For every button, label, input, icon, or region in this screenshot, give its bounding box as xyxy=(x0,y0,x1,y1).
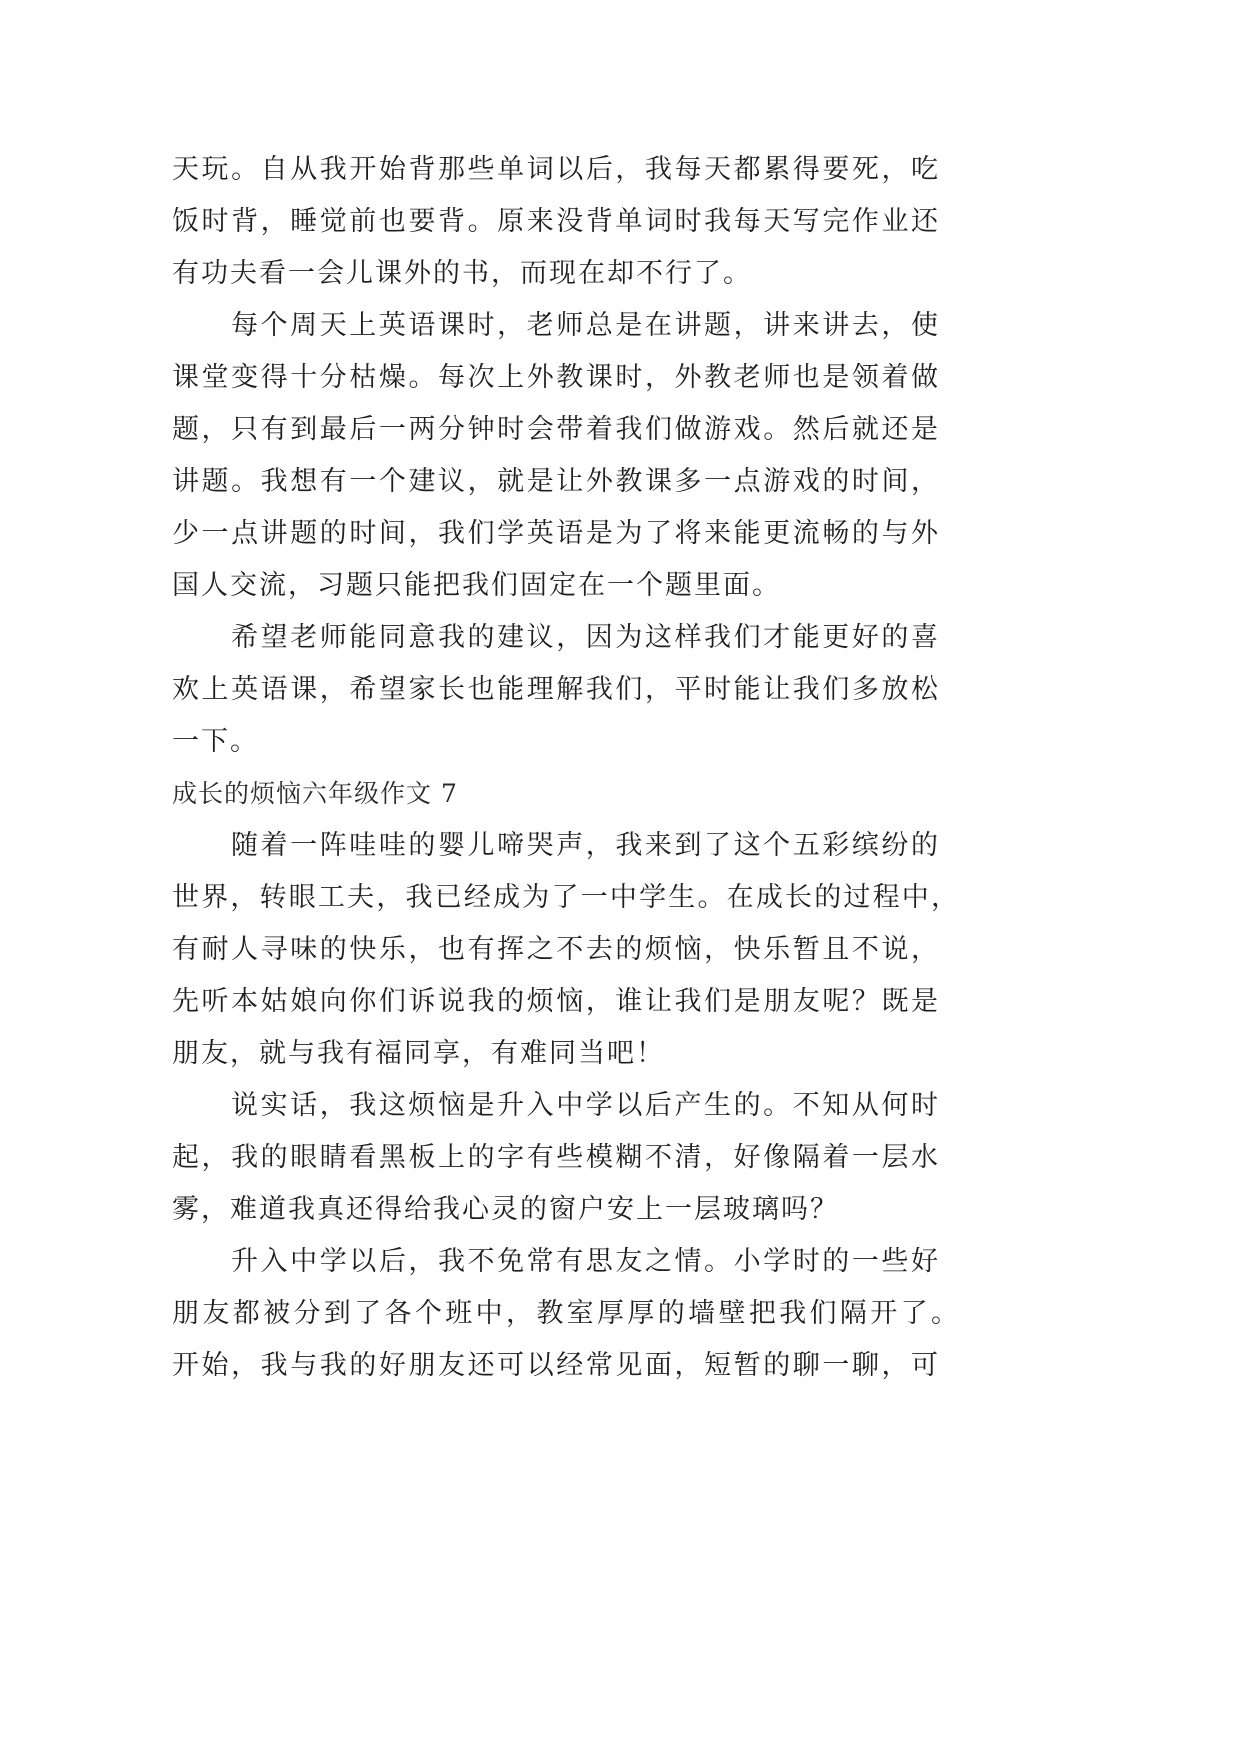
text-line: 随着一阵哇哇的婴儿啼哭声，我来到了这个五彩缤纷的 xyxy=(231,830,940,861)
text-line: 先听本姑娘向你们诉说我的烦恼，谁让我们是朋友呢？既是 xyxy=(172,986,940,1017)
text-line: 雾，难道我真还得给我心灵的窗户安上一层玻璃吗？ xyxy=(172,1194,839,1225)
text-line: 有功夫看一会儿课外的书，而现在却不行了。 xyxy=(172,258,752,289)
text-line: 说实话，我这烦恼是升入中学以后产生的。不知从何时 xyxy=(231,1090,940,1121)
text-line: 少一点讲题的时间，我们学英语是为了将来能更流畅的与外 xyxy=(172,518,940,549)
document-body xyxy=(172,144,972,1392)
paragraph xyxy=(172,612,972,768)
paragraph xyxy=(172,820,972,1080)
text-line: 朋友都被分到了各个班中，教室厚厚的墙壁把我们隔开了。 xyxy=(172,1298,960,1329)
text-line: 一下。 xyxy=(172,726,259,757)
text-line: 升入中学以后，我不免常有思友之情。小学时的一些好 xyxy=(231,1246,940,1277)
paragraph xyxy=(172,1080,972,1236)
text-line: 起，我的眼睛看黑板上的字有些模糊不清，好像隔着一层水 xyxy=(172,1142,940,1173)
text-line: 希望老师能同意我的建议，因为这样我们才能更好的喜 xyxy=(231,622,940,653)
paragraph xyxy=(172,144,972,300)
text-line: 天玩。自从我开始背那些单词以后，我每天都累得要死，吃 xyxy=(172,154,940,185)
text-line: 有耐人寻味的快乐，也有挥之不去的烦恼，快乐暂且不说， xyxy=(172,934,940,965)
text-line: 饭时背，睡觉前也要背。原来没背单词时我每天写完作业还 xyxy=(172,206,940,237)
text-line: 每个周天上英语课时，老师总是在讲题，讲来讲去，使 xyxy=(231,310,940,341)
text-line: 朋友，就与我有福同享，有难同当吧！ xyxy=(172,1038,665,1069)
text-line: 题，只有到最后一两分钟时会带着我们做游戏。然后就还是 xyxy=(172,414,940,445)
section-heading: 成长的烦恼六年级作文 7 xyxy=(172,779,458,808)
text-line: 欢上英语课，希望家长也能理解我们，平时能让我们多放松 xyxy=(172,674,940,705)
text-line: 世界，转眼工夫，我已经成为了一中学生。在成长的过程中， xyxy=(172,882,960,913)
text-line: 国人交流，习题只能把我们固定在一个题里面。 xyxy=(172,570,781,601)
paragraph xyxy=(172,1236,972,1392)
text-line: 开始，我与我的好朋友还可以经常见面，短暂的聊一聊，可 xyxy=(172,1350,940,1381)
paragraph xyxy=(172,300,972,612)
text-line: 课堂变得十分枯燥。每次上外教课时，外教老师也是领着做 xyxy=(172,362,940,393)
text-line: 讲题。我想有一个建议，就是让外教课多一点游戏的时间， xyxy=(172,466,940,497)
